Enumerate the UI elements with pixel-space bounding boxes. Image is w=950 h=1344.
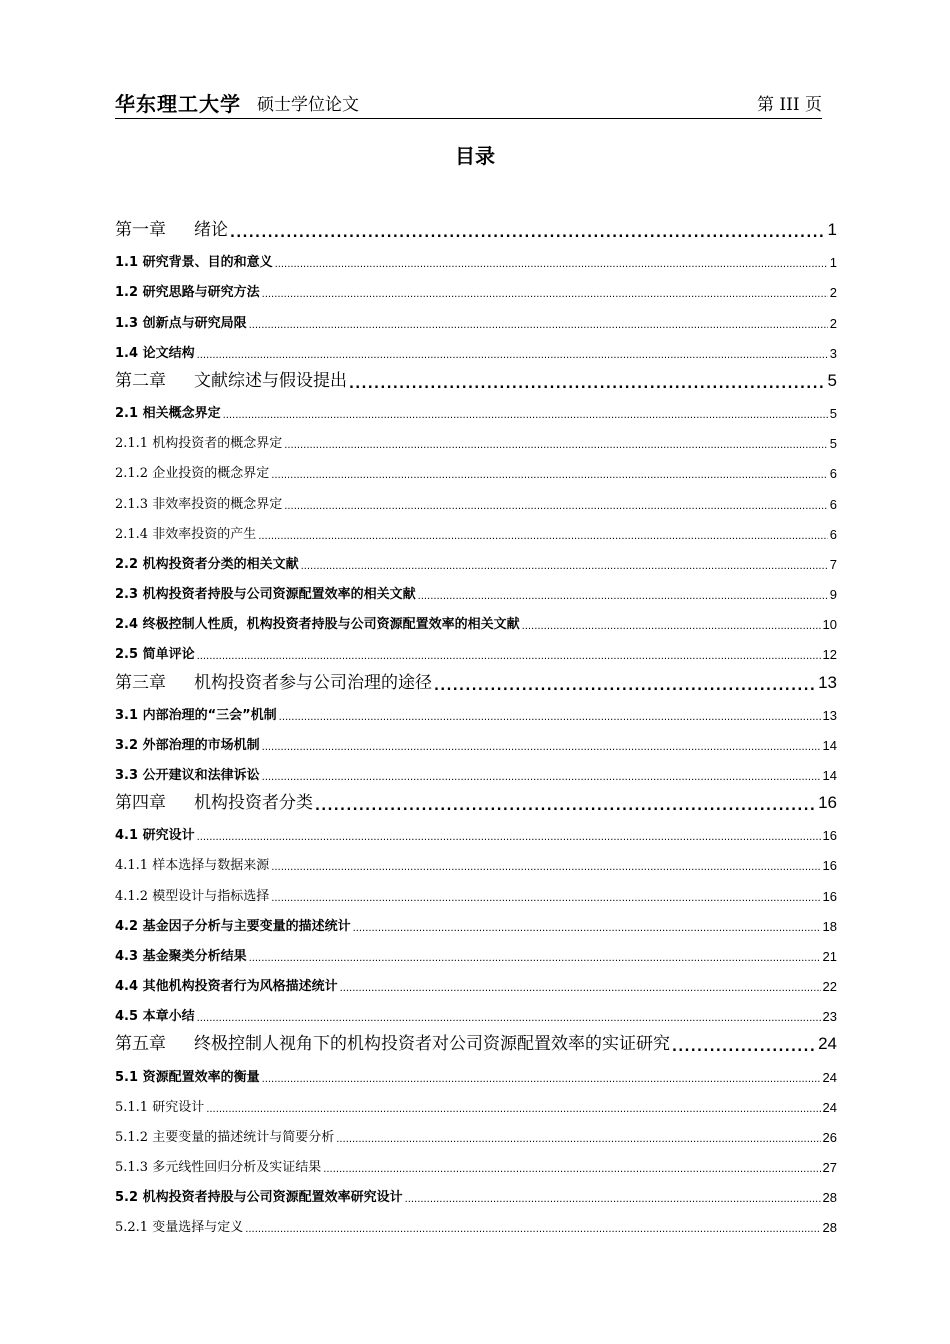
toc-entry-label — [115, 251, 273, 270]
toc-entry-label — [115, 1029, 670, 1054]
toc-entry-number: 3.3 — [115, 767, 139, 783]
toc-entry-text: 非效率投资的产生 — [152, 526, 257, 542]
toc-entry-page: 23 — [822, 1009, 837, 1025]
toc-entry-number: 4.2 — [115, 918, 139, 934]
toc-entry-label — [115, 281, 260, 300]
dot-leader — [262, 290, 828, 300]
toc-entry-page: 21 — [822, 948, 837, 964]
dot-leader — [258, 532, 828, 542]
page-number: 第 III 页 — [757, 95, 822, 115]
toc-entry-label — [115, 788, 313, 813]
toc-entry-chapter[interactable] — [115, 783, 837, 813]
toc-entry-number: 2.2 — [115, 556, 139, 572]
toc-entry-number: 第三章 — [115, 672, 166, 693]
toc-entry-label — [115, 1096, 204, 1115]
toc-entry-section[interactable] — [115, 1054, 837, 1084]
university-name: 华东理工大学 — [115, 92, 241, 116]
toc-entry-section[interactable] — [115, 964, 837, 994]
toc-entry-label — [115, 342, 195, 361]
dot-leader — [223, 411, 828, 421]
toc-entry-page: 10 — [822, 617, 837, 633]
toc-entry-label — [115, 613, 520, 632]
toc-entry-number: 2.1.1 — [115, 436, 149, 452]
toc-entry-sub[interactable] — [115, 512, 837, 542]
toc-entry-text: 研究设计 — [152, 1099, 205, 1115]
toc-entry-number: 4.5 — [115, 1009, 139, 1025]
toc-entry-number: 2.3 — [115, 587, 139, 603]
toc-entry-text: 机构投资者持股与公司资源配置效率研究设计 — [142, 1190, 403, 1206]
toc-entry-sub[interactable] — [115, 1115, 837, 1145]
toc-entry-text: 资源配置效率的衡量 — [142, 1069, 260, 1085]
dot-leader — [262, 1075, 821, 1085]
toc-entry-text: 本章小结 — [142, 1009, 195, 1025]
toc-entry-section[interactable] — [115, 934, 837, 964]
toc-entry-label — [115, 523, 256, 542]
dot-leader — [230, 227, 826, 240]
toc-entry-number: 2.1.3 — [115, 496, 149, 512]
toc-entry-page: 16 — [822, 858, 837, 874]
toc-entry-number: 2.1.2 — [115, 466, 149, 482]
toc-entry-number: 4.1.1 — [115, 858, 149, 874]
toc-entry-sub[interactable] — [115, 421, 837, 451]
toc-entry-text: 论文结构 — [142, 345, 195, 361]
toc-entry-page: 6 — [829, 496, 837, 512]
toc-entry-label — [115, 1186, 403, 1205]
toc-entry-label — [115, 1216, 243, 1235]
toc-entry-section[interactable] — [115, 602, 837, 632]
toc-entry-number: 4.3 — [115, 948, 139, 964]
dot-leader — [284, 441, 828, 451]
toc-entry-section[interactable] — [115, 542, 837, 572]
toc-entry-sub[interactable] — [115, 1145, 837, 1175]
toc-entry-text: 非效率投资的概念界定 — [152, 496, 283, 512]
toc-entry-number: 5.1.1 — [115, 1099, 149, 1115]
toc-entry-text: 内部治理的“三会”机制 — [142, 707, 277, 723]
dot-leader — [271, 863, 820, 873]
toc-entry-label — [115, 734, 260, 753]
toc-entry-text: 创新点与研究局限 — [142, 315, 247, 331]
toc-entry-number: 第二章 — [115, 370, 166, 391]
toc-entry-number: 3.2 — [115, 737, 139, 753]
toc-entry-number: 第五章 — [115, 1034, 166, 1055]
toc-entry-page: 24 — [818, 1034, 837, 1054]
toc-entry-page: 2 — [829, 285, 837, 301]
dot-leader — [336, 1135, 820, 1145]
toc-entry-sub[interactable] — [115, 1085, 837, 1115]
toc-entry-sub[interactable] — [115, 873, 837, 903]
toc-entry-page: 5 — [829, 406, 837, 422]
toc-entry-page: 24 — [822, 1069, 837, 1085]
toc-entry-number: 3.1 — [115, 707, 139, 723]
toc-entry-page: 5 — [829, 436, 837, 452]
toc-entry-page: 2 — [829, 315, 837, 331]
toc-entry-page: 14 — [822, 767, 837, 783]
toc-entry-sub[interactable] — [115, 843, 837, 873]
toc-entry-text: 终极控制人性质，机构投资者持股与公司资源配置效率的相关文献 — [142, 617, 520, 633]
toc-entry-section[interactable] — [115, 1175, 837, 1205]
toc-entry-text: 机构投资者参与公司治理的途径 — [194, 672, 432, 693]
toc-entry-text: 研究思路与研究方法 — [142, 285, 260, 301]
toc-entry-label — [115, 915, 351, 934]
toc-entry-text: 其他机构投资者行为风格描述统计 — [142, 979, 338, 995]
toc-entry-label — [115, 885, 269, 904]
thesis-type: 硕士学位论文 — [257, 95, 359, 115]
toc-entry-page: 14 — [822, 737, 837, 753]
dot-leader — [245, 1225, 820, 1235]
toc-entry-number: 5.1.2 — [115, 1129, 149, 1145]
toc-entry-text: 绪论 — [194, 220, 228, 241]
toc-entry-number: 2.5 — [115, 647, 139, 663]
toc-entry-text: 公开建议和法律诉讼 — [142, 767, 260, 783]
toc-entry-label — [115, 553, 299, 572]
toc-entry-page: 6 — [829, 466, 837, 482]
dot-leader — [349, 378, 826, 391]
toc-entry-page: 13 — [818, 672, 837, 692]
toc-entry-label — [115, 583, 416, 602]
toc-entry-label — [115, 668, 432, 693]
dot-leader — [301, 562, 828, 572]
toc-entry-number: 2.1 — [115, 406, 139, 422]
dot-leader — [249, 954, 821, 964]
toc-entry-section[interactable] — [115, 331, 837, 361]
toc-entry-label — [115, 1126, 334, 1145]
toc-entry-text: 相关概念界定 — [142, 406, 221, 422]
toc-entry-number: 1.1 — [115, 255, 139, 271]
toc-entry-label — [115, 643, 195, 662]
toc-entry-page: 22 — [822, 979, 837, 995]
toc-entry-text: 文献综述与假设提出 — [194, 370, 347, 391]
toc-entry-page: 28 — [822, 1190, 837, 1206]
toc-entry-page: 18 — [822, 918, 837, 934]
toc-entry-label — [115, 432, 282, 451]
dot-leader — [249, 321, 828, 331]
toc-entry-section[interactable] — [115, 994, 837, 1024]
dot-leader — [522, 622, 821, 632]
toc-entry-number: 4.1 — [115, 828, 139, 844]
toc-entry-sub[interactable] — [115, 481, 837, 511]
toc-entry-text: 模型设计与指标选择 — [152, 888, 270, 904]
dot-leader — [279, 713, 821, 723]
toc-entry-section[interactable] — [115, 693, 837, 723]
toc-entry-label — [115, 975, 338, 994]
toc-entry-page: 3 — [829, 345, 837, 361]
dot-leader — [271, 894, 820, 904]
toc-entry-page: 1 — [827, 220, 837, 240]
toc-entry-text: 变量选择与定义 — [152, 1220, 244, 1236]
dot-leader — [197, 1014, 821, 1024]
toc-entry-text: 简单评论 — [142, 647, 195, 663]
dot-leader — [197, 351, 828, 361]
toc-entry-label — [115, 704, 277, 723]
toc-entry-number: 第一章 — [115, 220, 166, 241]
toc-title: 目录 — [455, 144, 495, 168]
toc-entry-section[interactable] — [115, 904, 837, 934]
toc-entry-page: 27 — [822, 1160, 837, 1175]
toc-entry-page: 16 — [818, 793, 837, 813]
dot-leader — [353, 924, 821, 934]
toc-entry-number: 第四章 — [115, 793, 166, 814]
dot-leader — [323, 1165, 820, 1175]
toc-entry-label — [115, 402, 221, 421]
toc-entry-section[interactable] — [115, 572, 837, 602]
toc-entry-text: 多元线性回归分析及实证结果 — [152, 1160, 322, 1175]
dot-leader — [262, 743, 821, 753]
toc-entry-section[interactable] — [115, 723, 837, 753]
toc-entry-section[interactable] — [115, 813, 837, 843]
toc-entry-number: 4.4 — [115, 979, 139, 995]
toc-entry-page: 13 — [822, 707, 837, 723]
toc-entry-text: 机构投资者持股与公司资源配置效率的相关文献 — [142, 587, 416, 603]
toc-entry-page: 1 — [829, 255, 837, 271]
toc-entry-label — [115, 462, 269, 481]
toc-entry-section[interactable] — [115, 300, 837, 330]
toc-entry-label — [115, 215, 228, 240]
dot-leader — [315, 800, 816, 813]
toc-entry-text: 研究设计 — [142, 828, 195, 844]
toc-entry-label — [115, 824, 195, 843]
toc-entry-label — [115, 312, 247, 331]
toc-entry-chapter[interactable] — [115, 662, 837, 692]
toc-entry-label — [115, 945, 247, 964]
toc-entry-text: 终极控制人视角下的机构投资者对公司资源配置效率的实证研究 — [194, 1034, 670, 1055]
toc-entry-label — [115, 854, 269, 873]
toc-entry-text: 研究背景、目的和意义 — [142, 255, 273, 271]
page-header — [115, 92, 822, 119]
table-of-contents — [115, 210, 837, 1235]
toc-entry-section[interactable] — [115, 632, 837, 662]
toc-entry-number: 1.3 — [115, 315, 139, 331]
toc-entry-page: 9 — [829, 587, 837, 603]
toc-entry-text: 基金因子分析与主要变量的描述统计 — [142, 918, 351, 934]
dot-leader — [206, 1105, 820, 1115]
dot-leader — [197, 652, 821, 662]
toc-entry-number: 5.1.3 — [115, 1160, 149, 1175]
toc-entry-number: 2.4 — [115, 617, 139, 633]
toc-entry-text: 企业投资的概念界定 — [152, 466, 270, 482]
toc-entry-section[interactable] — [115, 270, 837, 300]
toc-entry-sub[interactable] — [115, 1205, 837, 1235]
toc-entry-section[interactable] — [115, 391, 837, 421]
toc-entry-label — [115, 1066, 260, 1085]
dot-leader — [275, 260, 828, 270]
toc-entry-page: 16 — [822, 828, 837, 844]
dot-leader — [672, 1041, 816, 1054]
dot-leader — [405, 1195, 821, 1205]
toc-entry-number: 1.4 — [115, 345, 139, 361]
toc-entry-label — [115, 1156, 321, 1175]
toc-entry-text: 主要变量的描述统计与简要分析 — [152, 1129, 335, 1145]
toc-entry-page: 6 — [829, 526, 837, 542]
toc-entry-number: 4.1.2 — [115, 888, 149, 904]
dot-leader — [434, 680, 816, 693]
toc-entry-text: 样本选择与数据来源 — [152, 858, 270, 874]
dot-leader — [262, 773, 821, 783]
dot-leader — [284, 502, 828, 512]
toc-entry-page: 5 — [827, 370, 837, 390]
toc-entry-text: 基金聚类分析结果 — [142, 948, 247, 964]
toc-entry-section[interactable] — [115, 753, 837, 783]
toc-entry-chapter[interactable] — [115, 1024, 837, 1054]
toc-entry-page: 16 — [822, 888, 837, 904]
toc-entry-page: 12 — [822, 647, 837, 663]
toc-entry-number: 5.2.1 — [115, 1220, 149, 1236]
toc-entry-text: 机构投资者分类的相关文献 — [142, 556, 299, 572]
dot-leader — [418, 592, 828, 602]
toc-entry-label — [115, 764, 260, 783]
dot-leader — [271, 471, 828, 481]
toc-entry-sub[interactable] — [115, 451, 837, 481]
toc-entry-label — [115, 1005, 195, 1024]
toc-entry-text: 外部治理的市场机制 — [142, 737, 260, 753]
toc-entry-section[interactable] — [115, 240, 837, 270]
toc-entry-number: 2.1.4 — [115, 526, 149, 542]
toc-entry-page: 7 — [829, 556, 837, 572]
toc-entry-page: 28 — [822, 1220, 837, 1236]
dot-leader — [340, 984, 821, 994]
toc-entry-page: 24 — [822, 1099, 837, 1115]
toc-entry-chapter[interactable] — [115, 210, 837, 240]
dot-leader — [197, 833, 821, 843]
toc-entry-text: 机构投资者分类 — [194, 793, 313, 814]
toc-entry-number: 1.2 — [115, 285, 139, 301]
toc-entry-page: 26 — [822, 1129, 837, 1145]
toc-entry-number: 5.2 — [115, 1190, 139, 1206]
toc-entry-label — [115, 493, 282, 512]
toc-entry-number: 5.1 — [115, 1069, 139, 1085]
toc-entry-chapter[interactable] — [115, 361, 837, 391]
toc-entry-label — [115, 366, 347, 391]
toc-entry-text: 机构投资者的概念界定 — [152, 436, 283, 452]
